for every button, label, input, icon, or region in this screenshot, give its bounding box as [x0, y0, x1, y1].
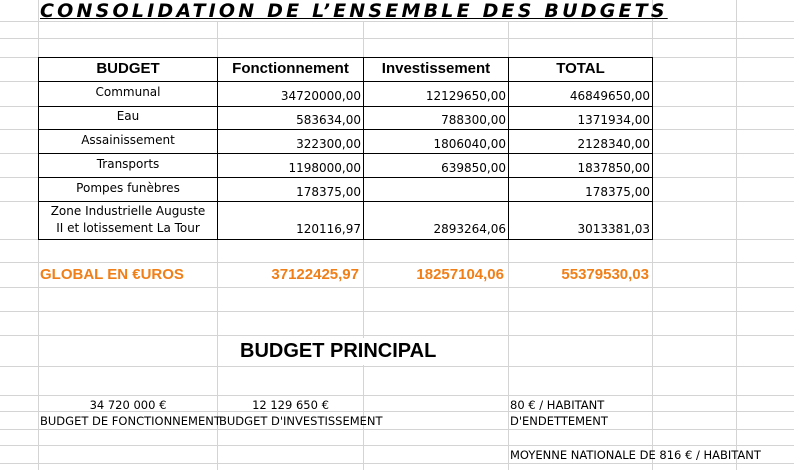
- row-label-zone-industrielle-line1[interactable]: Zone Industrielle Auguste: [50, 204, 206, 218]
- global-fonctionnement[interactable]: 37122425,97: [271, 266, 359, 283]
- row-label-transports[interactable]: Transports: [96, 157, 160, 171]
- header-investissement[interactable]: Investissement: [381, 60, 491, 77]
- cell-pompes-fonctionnement[interactable]: 178375,00: [296, 185, 361, 199]
- cell-transports-investissement[interactable]: 639850,00: [441, 161, 506, 175]
- principal-fonctionnement-value[interactable]: 34 720 000 €: [89, 398, 167, 412]
- cell-zone-total[interactable]: 3013381,03: [577, 222, 650, 236]
- global-label[interactable]: GLOBAL EN €UROS: [40, 266, 184, 283]
- budget-principal-heading[interactable]: BUDGET PRINCIPAL: [240, 340, 437, 362]
- principal-investissement-label[interactable]: BUDGET D'INVESTISSEMENT: [219, 414, 383, 428]
- cell-pompes-total[interactable]: 178375,00: [585, 185, 650, 199]
- moyenne-nationale[interactable]: MOYENNE NATIONALE DE 816 € / HABITANT: [510, 448, 761, 462]
- cell-communal-fonctionnement[interactable]: 34720000,00: [280, 89, 361, 103]
- global-total[interactable]: 55379530,03: [561, 266, 649, 283]
- row-label-communal[interactable]: Communal: [95, 85, 161, 99]
- header-budget[interactable]: BUDGET: [96, 60, 160, 77]
- global-investissement[interactable]: 18257104,06: [416, 266, 504, 283]
- row-label-pompes-funebres[interactable]: Pompes funèbres: [76, 181, 180, 195]
- cell-assainissement-investissement[interactable]: 1806040,00: [433, 137, 506, 151]
- cell-zone-fonctionnement[interactable]: 120116,97: [296, 222, 361, 236]
- principal-fonctionnement-label[interactable]: BUDGET DE FONCTIONNEMENT: [40, 414, 221, 428]
- cell-transports-total[interactable]: 1837850,00: [577, 161, 650, 175]
- cell-assainissement-total[interactable]: 2128340,00: [577, 137, 650, 151]
- cell-assainissement-fonctionnement[interactable]: 322300,00: [296, 137, 361, 151]
- cell-eau-total[interactable]: 1371934,00: [577, 113, 650, 127]
- endettement-label[interactable]: D'ENDETTEMENT: [510, 414, 608, 428]
- header-fonctionnement[interactable]: Fonctionnement: [232, 60, 349, 77]
- principal-investissement-value[interactable]: 12 129 650 €: [252, 398, 329, 412]
- row-label-zone-industrielle-line2[interactable]: II et lotissement La Tour: [56, 221, 200, 235]
- cell-communal-total[interactable]: 46849650,00: [569, 89, 650, 103]
- cell-eau-investissement[interactable]: 788300,00: [441, 113, 506, 127]
- cell-zone-investissement[interactable]: 2893264,06: [433, 222, 506, 236]
- cell-eau-fonctionnement[interactable]: 583634,00: [296, 113, 361, 127]
- row-label-eau[interactable]: Eau: [116, 109, 140, 123]
- sheet-title[interactable]: CONSOLIDATION DE L’ENSEMBLE DES BUDGETS: [40, 0, 668, 22]
- endettement-value[interactable]: 80 € / HABITANT: [510, 398, 605, 412]
- header-total[interactable]: TOTAL: [556, 60, 605, 77]
- cell-communal-investissement[interactable]: 12129650,00: [425, 89, 506, 103]
- cell-transports-fonctionnement[interactable]: 1198000,00: [288, 161, 361, 175]
- row-label-assainissement[interactable]: Assainissement: [81, 133, 175, 147]
